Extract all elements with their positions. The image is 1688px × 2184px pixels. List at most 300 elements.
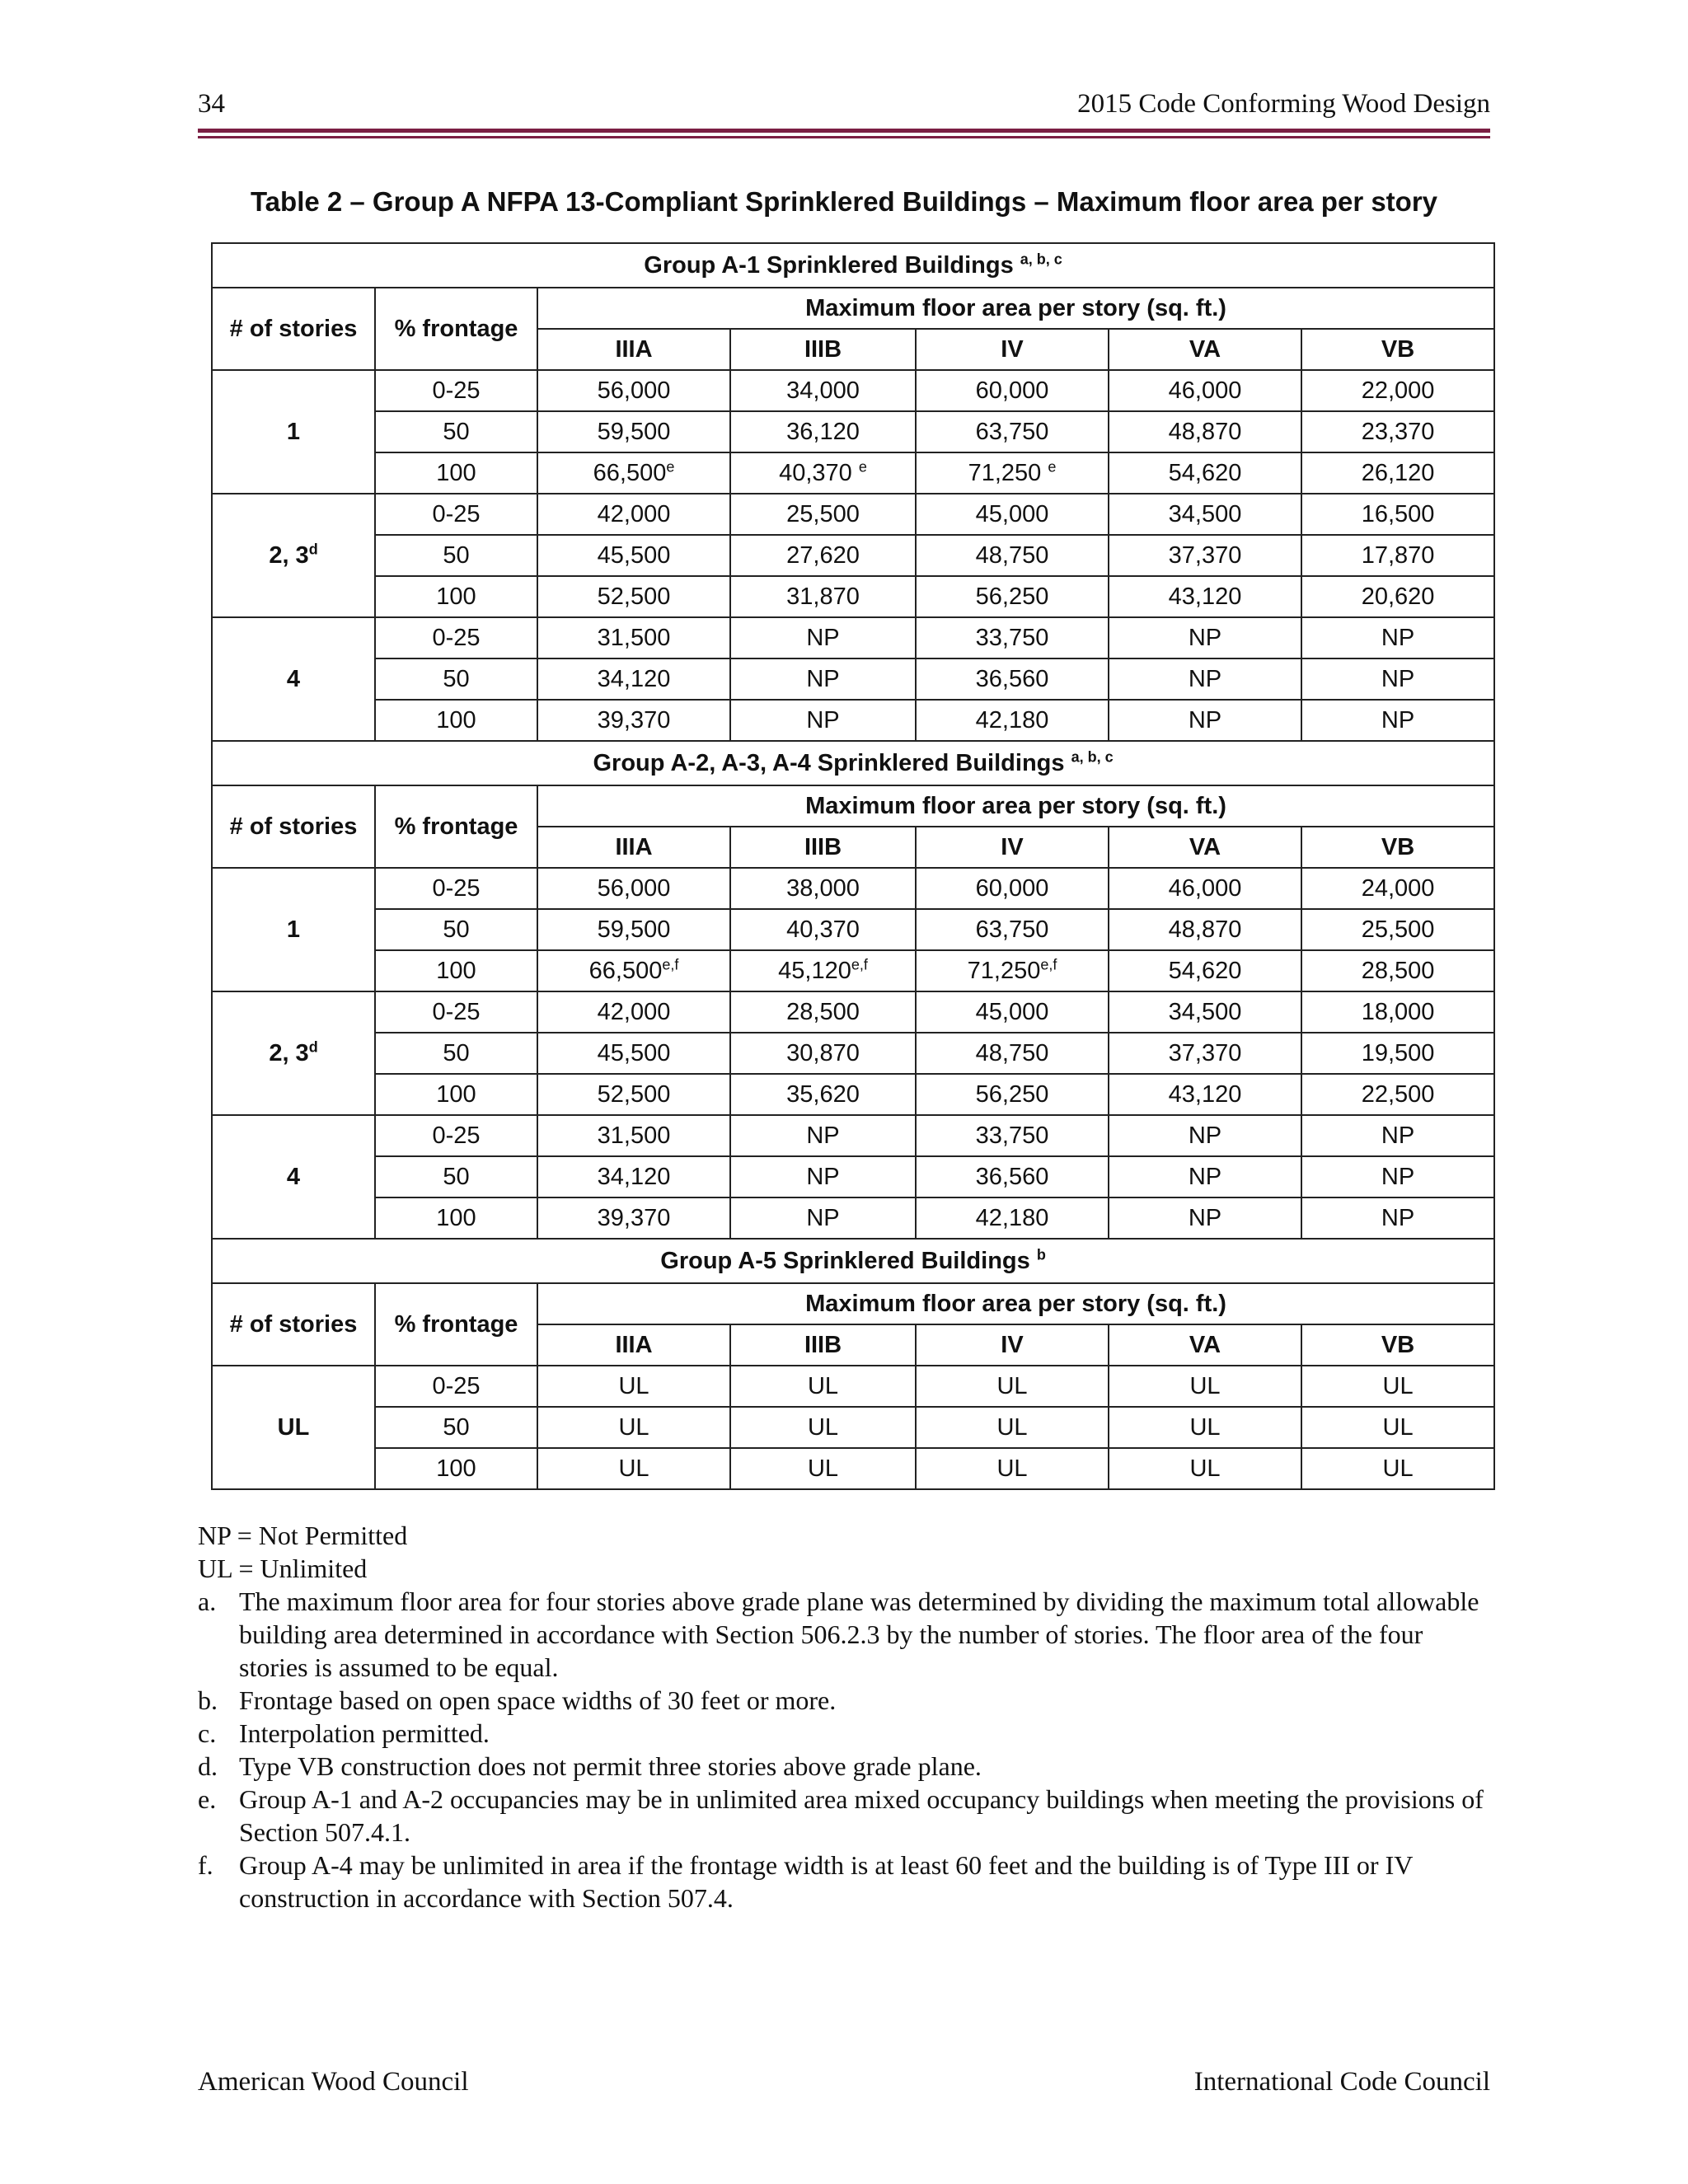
area-value: 40,370 [779,459,859,486]
frontage-cell: 50 [375,411,537,452]
area-value: 59,500 [597,916,671,943]
area-cell [916,991,1109,1033]
column-header-row [212,785,1494,827]
area-cell [537,909,730,950]
area-value: NP [1188,1204,1222,1231]
area-value: 56,000 [597,377,671,404]
stories-cell [212,991,375,1115]
construction-type-header: VB [1301,827,1494,868]
construction-type-header: IIIB [730,1324,916,1366]
area-value: 40,370 [786,916,860,943]
area-cell [730,1407,916,1448]
area-cell [537,576,730,617]
stories-value: 1 [286,916,301,943]
frontage-cell: 50 [375,1033,537,1074]
area-cell [730,535,916,576]
area-cell [1109,868,1301,909]
footer-left: American Wood Council [198,2067,469,2097]
table-row [212,1074,1494,1115]
frontage-cell: 0-25 [375,1366,537,1407]
footnote-text: The maximum floor area for four stories above grade plane was determined by dividing the maximum total allowable building area determined in accordance with Section 506.2.3 by the number of stories. The floor area of the four stories is assumed to be equal. [239,1586,1479,1682]
area-cell [1301,1448,1494,1489]
area-value: NP [1188,624,1222,651]
area-value: 42,180 [975,1204,1049,1231]
area-cell [1109,576,1301,617]
area-cell [537,1033,730,1074]
table-row [212,1156,1494,1197]
area-cell [1109,950,1301,991]
area-value: 30,870 [786,1039,860,1066]
stories-value: UL [277,1413,310,1441]
area-cell [730,411,916,452]
table-row [212,452,1494,494]
area-value: NP [806,706,840,733]
area-cell [730,1448,916,1489]
area-value: UL [996,1455,1028,1482]
construction-type-header: IIIA [537,1324,730,1366]
area-value: 27,620 [786,541,860,569]
area-cell [1109,370,1301,411]
area-value: NP [1188,1163,1222,1190]
area-cell [730,1033,916,1074]
area-value: 63,750 [975,916,1049,943]
ul-legend: UL = Unlimited [198,1554,368,1583]
area-value: 22,000 [1361,377,1435,404]
area-cell [537,370,730,411]
area-value: 37,370 [1168,541,1242,569]
group-title [212,1239,1494,1283]
footnote-text: Interpolation permitted. [239,1718,490,1748]
area-cell [916,452,1109,494]
area-cell [916,1366,1109,1407]
area-value: 54,620 [1168,459,1242,486]
area-value: UL [1189,1455,1221,1482]
group-title-row [212,243,1494,288]
group-title-row [212,1239,1494,1283]
footnote [198,1849,1490,1915]
table-row [212,411,1494,452]
area-cell [916,1448,1109,1489]
area-cell [1301,1115,1494,1156]
area-cell [916,617,1109,658]
area-cell [730,909,916,950]
area-value: 45,500 [597,1039,671,1066]
area-value: 33,750 [975,624,1049,651]
stories-value: 4 [286,665,301,692]
area-value: 28,500 [786,998,860,1025]
area-value: 25,500 [1361,916,1435,943]
area-value: 56,250 [975,583,1049,610]
footnote-letter: d. [198,1751,218,1781]
area-value: 24,000 [1361,874,1435,902]
area-value: 46,000 [1168,377,1242,404]
area-value: NP [1381,624,1415,651]
area-cell [916,1156,1109,1197]
table-row [212,1033,1494,1074]
area-cell [537,494,730,535]
footnote [198,1585,1490,1684]
construction-type-header: VA [1109,827,1301,868]
area-value: NP [1381,665,1415,692]
area-header: Maximum floor area per story (sq. ft.) [537,288,1494,329]
area-value: NP [1381,1163,1415,1190]
area-value: NP [806,624,840,651]
area-value: NP [1381,706,1415,733]
area-value: 39,370 [597,1204,671,1231]
area-value: 56,250 [975,1080,1049,1108]
area-cell [916,1115,1109,1156]
group-title-text: Group A-1 Sprinklered Buildings [644,251,1014,279]
area-value: 35,620 [786,1080,860,1108]
area-cell [730,576,916,617]
table-row [212,700,1494,741]
area-cell [1109,1197,1301,1239]
area-cell [730,1366,916,1407]
area-value: 31,500 [597,624,671,651]
table-row [212,1115,1494,1156]
area-cell [1109,1074,1301,1115]
area-cell [537,868,730,909]
area-value: NP [806,1163,840,1190]
area-cell [537,1197,730,1239]
area-cell [730,1197,916,1239]
area-cell [916,411,1109,452]
area-value: UL [807,1372,839,1399]
area-cell [1109,658,1301,700]
table-caption: Table 2 – Group A NFPA 13-Compliant Sprinklered Buildings – Maximum floor area per story [250,186,1438,217]
table-row [212,868,1494,909]
area-cell [1301,700,1494,741]
area-value: 25,500 [786,500,860,527]
stories-footnote: d [308,1038,318,1055]
area-cell [730,1074,916,1115]
frontage-header: % frontage [375,1283,537,1366]
table-row [212,494,1494,535]
footnote-letter: f. [198,1850,213,1880]
area-value: 48,870 [1168,418,1242,445]
area-cell [537,617,730,658]
area-cell [1301,411,1494,452]
group-title-footnote: b [1036,1245,1046,1263]
frontage-cell: 100 [375,700,537,741]
area-value: 43,120 [1168,1080,1242,1108]
area-cell [537,1074,730,1115]
area-cell [537,1366,730,1407]
area-cell [1109,411,1301,452]
group-title-footnote: a, b, c [1071,748,1114,765]
area-value: 17,870 [1361,541,1435,569]
area-value: 59,500 [597,418,671,445]
area-header: Maximum floor area per story (sq. ft.) [537,1283,1494,1324]
area-value: 42,000 [597,998,671,1025]
frontage-cell: 50 [375,1407,537,1448]
area-cell [916,950,1109,991]
area-footnote: e [858,457,867,475]
frontage-cell: 0-25 [375,868,537,909]
area-cell [730,494,916,535]
area-value: UL [807,1413,839,1441]
area-cell [730,1156,916,1197]
area-cell [1301,1366,1494,1407]
area-value: 48,750 [975,1039,1049,1066]
table-row [212,617,1494,658]
area-cell [1109,494,1301,535]
area-cell [1109,1115,1301,1156]
area-cell [1301,576,1494,617]
construction-type-header: IV [916,329,1109,370]
area-cell [537,1448,730,1489]
area-cell [730,868,916,909]
stories-cell [212,1366,375,1489]
area-cell [1109,617,1301,658]
frontage-cell: 50 [375,658,537,700]
area-cell [1109,535,1301,576]
area-value: 36,120 [786,418,860,445]
area-value: 26,120 [1361,459,1435,486]
area-cell [730,950,916,991]
footnote-text: Frontage based on open space widths of 30 feet or more. [239,1685,837,1715]
column-header-row [212,288,1494,329]
area-cell [1109,1366,1301,1407]
area-cell [1301,535,1494,576]
footnote-letter: a. [198,1586,217,1616]
area-value: 45,000 [975,998,1049,1025]
header-rule [198,129,1490,133]
footnote-letter: e. [198,1784,217,1814]
table-row [212,576,1494,617]
footer-right: International Code Council [1193,2067,1490,2097]
table-row [212,370,1494,411]
group-title [212,741,1494,785]
area-cell [1109,700,1301,741]
area-value: NP [1381,1122,1415,1149]
area-cell [1109,1156,1301,1197]
area-cell [537,991,730,1033]
running-title: 2015 Code Conforming Wood Design [1077,89,1490,119]
area-cell [730,370,916,411]
table-row [212,1407,1494,1448]
area-cell [1301,991,1494,1033]
area-cell [1301,909,1494,950]
area-cell [1301,1407,1494,1448]
area-value: UL [1382,1455,1414,1482]
area-value: NP [1188,665,1222,692]
area-value: 16,500 [1361,500,1435,527]
area-value: 23,370 [1361,418,1435,445]
area-cell [537,535,730,576]
area-value: UL [807,1455,839,1482]
area-value: 42,000 [597,500,671,527]
area-cell [537,700,730,741]
frontage-cell: 100 [375,1197,537,1239]
construction-type-header: VB [1301,1324,1494,1366]
area-value: NP [806,1122,840,1149]
frontage-cell: 0-25 [375,617,537,658]
table-row [212,535,1494,576]
frontage-cell: 0-25 [375,991,537,1033]
construction-type-header: IIIB [730,329,916,370]
area-value: NP [1188,706,1222,733]
area-cell [1301,452,1494,494]
area-cell [916,535,1109,576]
footnote-list [198,1585,1490,1915]
stories-header: # of stories [212,1283,375,1366]
area-footnote: e,f [851,955,868,972]
area-value: 34,000 [786,377,860,404]
frontage-cell: 100 [375,1448,537,1489]
area-footnote: e [1048,457,1057,475]
area-cell [916,576,1109,617]
frontage-cell: 100 [375,452,537,494]
stories-cell [212,617,375,741]
area-cell [1301,1156,1494,1197]
area-header: Maximum floor area per story (sq. ft.) [537,785,1494,827]
header-rule-secondary [198,136,1490,138]
frontage-cell: 50 [375,909,537,950]
footnote [198,1750,1490,1783]
construction-type-header: IIIB [730,827,916,868]
area-cell [1301,1033,1494,1074]
footnote-letter: c. [198,1718,217,1748]
area-value: UL [618,1413,649,1441]
area-value: UL [996,1372,1028,1399]
area-value: 48,750 [975,541,1049,569]
area-value: UL [1189,1413,1221,1441]
area-value: 45,000 [975,500,1049,527]
area-cell [916,1033,1109,1074]
construction-type-header: IIIA [537,329,730,370]
stories-value: 4 [286,1163,301,1190]
area-value: 34,120 [597,1163,671,1190]
area-cell [1301,617,1494,658]
stories-value: 2, 3 [269,541,309,569]
area-value: 66,500 [588,957,663,984]
footnote-text: Group A-4 may be unlimited in area if the frontage width is at least 60 feet and the building is of Type III or IV construction in accordance with Section 507.4. [239,1850,1413,1913]
area-cell [1109,452,1301,494]
stories-cell [212,868,375,991]
area-cell [916,1197,1109,1239]
group-title-text: Group A-2, A-3, A-4 Sprinklered Buildings [593,749,1065,776]
area-value: 43,120 [1168,583,1242,610]
table-row [212,1197,1494,1239]
footnote-text: Type VB construction does not permit three stories above grade plane. [239,1751,982,1781]
table-row [212,909,1494,950]
construction-type-header: VB [1301,329,1494,370]
area-value: 52,500 [597,1080,671,1108]
area-value: 28,500 [1361,957,1435,984]
area-cell [1109,1407,1301,1448]
area-cell [1301,1197,1494,1239]
area-value: 52,500 [597,583,671,610]
area-value: 45,120 [778,957,851,984]
area-value: 19,500 [1361,1039,1435,1066]
area-cell [537,452,730,494]
area-value: 42,180 [975,706,1049,733]
frontage-cell: 50 [375,535,537,576]
footnote [198,1717,1490,1750]
footnote [198,1783,1490,1849]
stories-cell [212,370,375,494]
area-value: NP [1381,1204,1415,1231]
footnote [198,1684,1490,1717]
frontage-cell: 100 [375,950,537,991]
table-row [212,991,1494,1033]
area-value: 71,250 [968,459,1048,486]
area-value: 20,620 [1361,583,1435,610]
group-title-row [212,741,1494,785]
area-value: UL [1189,1372,1221,1399]
area-value: UL [1382,1413,1414,1441]
footnote-letter: b. [198,1685,218,1715]
table-row [212,658,1494,700]
area-value: NP [1188,1122,1222,1149]
stories-value: 1 [286,418,301,445]
construction-type-header: IV [916,1324,1109,1366]
table-row [212,950,1494,991]
frontage-cell: 50 [375,1156,537,1197]
area-cell [916,1407,1109,1448]
construction-type-header: VA [1109,329,1301,370]
construction-type-header: IV [916,827,1109,868]
group-title [212,243,1494,288]
area-value: 56,000 [597,874,671,902]
area-value: 66,500 [593,459,667,486]
footnote-text: Group A-1 and A-2 occupancies may be in unlimited area mixed occupancy buildings when meeting the provisions of Section 507.4.1. [239,1784,1484,1847]
frontage-cell: 0-25 [375,494,537,535]
area-footnote: e [666,457,675,475]
area-cell [916,909,1109,950]
area-cell [537,658,730,700]
area-cell [730,700,916,741]
stories-header: # of stories [212,288,375,370]
area-value: 31,870 [786,583,860,610]
floor-area-table [211,242,1495,1490]
stories-footnote: d [308,540,318,557]
frontage-header: % frontage [375,785,537,868]
area-cell [916,370,1109,411]
area-cell [1109,991,1301,1033]
area-cell [1301,868,1494,909]
table-row [212,1366,1494,1407]
area-cell [730,991,916,1033]
area-footnote: e,f [1040,955,1057,972]
frontage-cell: 0-25 [375,1115,537,1156]
area-value: 36,560 [975,1163,1049,1190]
area-cell [916,494,1109,535]
area-cell [1109,1033,1301,1074]
area-cell [537,950,730,991]
group-title-text: Group A-5 Sprinklered Buildings [660,1247,1030,1274]
area-cell [730,452,916,494]
area-cell [1301,658,1494,700]
area-cell [730,658,916,700]
construction-type-header: IIIA [537,827,730,868]
table-notes [198,1519,1490,1915]
stories-cell [212,1115,375,1239]
area-value: UL [618,1372,649,1399]
area-value: 60,000 [975,377,1049,404]
area-value: 31,500 [597,1122,671,1149]
frontage-header: % frontage [375,288,537,370]
area-cell [916,868,1109,909]
frontage-cell: 100 [375,576,537,617]
area-value: 22,500 [1361,1080,1435,1108]
area-cell [537,1115,730,1156]
area-cell [730,1115,916,1156]
construction-type-header: VA [1109,1324,1301,1366]
area-value: 60,000 [975,874,1049,902]
area-value: 63,750 [975,418,1049,445]
